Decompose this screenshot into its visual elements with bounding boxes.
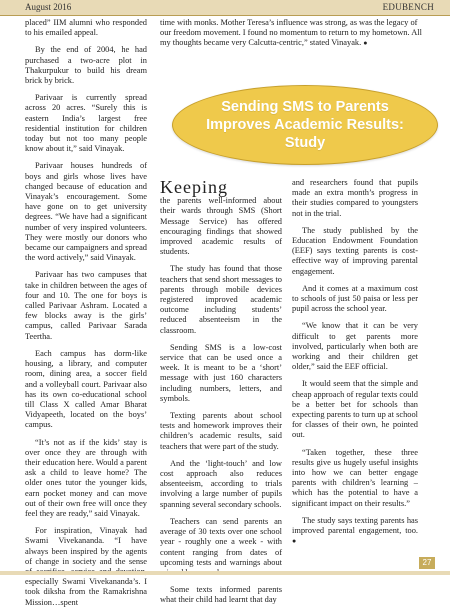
paragraph: The study published by the Education Endowment Foundation (EEF) says texting parents is cost-effective way of improving parental engagement.	[292, 225, 418, 276]
paragraph: placed” IIM alumni who responded to his emailed appeal.	[25, 18, 147, 38]
paragraph: time with monks. Mother Teresa’s influence was strong, as was the legacy of our freedom movement. I found no momentum to return to my hometown. All my thoughts became very Calcutta-centric,” stated Vinayak.	[160, 18, 422, 48]
paragraph: Texting parents about school tests and homework improves their children’s academic results, said teachers that were part of the study.	[160, 411, 282, 451]
paragraph: For inspiration, Vinayak had Swami Vivekananda. “I have always been inspired by the agents of change in society and the sense especially Swami Vivekananda’s. I took diksha from the Ramakrishna Mission…spent	[25, 526, 147, 607]
magazine-name: EDUBENCH	[382, 2, 434, 12]
feature-title-banner	[172, 85, 438, 165]
paragraph: Parivaar houses hundreds of boys and girls whose lives have changed because of education and Vinayak’s encouragement. Some have gone on to get university degrees. “We have had a significant number of very inspired volunteers. They were mostly our donors who became our campaigners and spread the word actively,” said Vinayak.	[25, 161, 147, 263]
article-column-3	[292, 178, 418, 554]
end-mark: ●	[363, 39, 368, 48]
paragraph: “We know that it can be very difficult to get parents more involved, particularly when both are working and their children get older,” said the EEF official.	[292, 321, 418, 372]
paragraph: Some texts informed parents what their child had learnt that day	[160, 585, 282, 605]
article-column-2	[160, 178, 282, 613]
paragraph: Sending SMS is a low-cost service that can be used once a week. It is meant to be a ‘short’ message with just 160 characters including numbers, letters, and symbols.	[160, 342, 282, 403]
paragraph: And it comes at a maximum cost to schools of just 50 paisa or less per pupil across the school year.	[292, 283, 418, 314]
paragraph: the parents well-informed about their wards through SMS (Short Message Service) has offered encouraging findings that showed improved academic results of students.	[160, 196, 282, 257]
paragraph: Each campus has dorm-like housing, a library, and computer room, dining area, a soccer field and a volleyball court. Parivaar also has its own co-educational school till Class X called Amar Bharat Vidyapeeth, located on the boys’ campus.	[25, 348, 147, 430]
article-column-1	[25, 18, 147, 615]
paragraph: Parivaar is currently spread across 20 acres. “Surely this is eastern India’s largest free residential institution for children today but not too many people know about it,” said Vinayak.	[25, 93, 147, 154]
paragraph: and researchers found that pupils made an extra month’s progress in their studies compared to youngsters not in the trial.	[292, 178, 418, 218]
page-number: 27	[419, 557, 435, 569]
paragraph: It would seem that the simple and cheap approach of regular texts could be a better bet for schools than expecting parents to turn up at school for classes of their own, he pointed out.	[292, 379, 418, 440]
drop-cap-word: Keeping	[160, 177, 228, 197]
paragraph: “Taken together, these three results give us hugely useful insights into how we can better engage parents with children’s learning – which has the potential to have a significant impact on their results.”	[292, 447, 418, 508]
paragraph: The study says texting parents has improved parental engagement, too.	[292, 515, 418, 536]
paragraph: “It’s not as if the kids’ stay is over once they are through with their education here. Would a parent ask a child to leave home? The older ones tutor the younger kids, earn pocket money and can move out of their own free will once they feel they are ready,” said Vinayak.	[25, 437, 147, 518]
paragraph: Parivaar has two campuses that take in children between the ages of four and 10. The one for boys is called Parivaar Ashram. Located a few blocks away is the girls’ campus, called Parivaar Sarada Teertha.	[25, 270, 147, 341]
paragraph: The study has found that those teachers that send short messages to parents through mobile devices registered improved academic outcome including students’ reduced absenteeism in the classroom.	[160, 264, 282, 335]
issue-date: August 2016	[25, 2, 72, 12]
page-header	[0, 0, 450, 16]
article-continuation	[160, 18, 428, 49]
paragraph: By the end of 2004, he had purchased a two-acre plot in Thakurpukur to build his dream brick by brick.	[25, 45, 147, 86]
paragraph: Teachers can send parents an average of 30 texts over one school year - roughly one a week - with content ranging from dates of upcoming tests and warnings about	[160, 516, 282, 567]
footer-rule	[0, 571, 450, 575]
end-mark: ●	[292, 537, 297, 546]
feature-title: Sending SMS to Parents Improves Academic Results: Study	[206, 99, 404, 151]
paragraph: And the ‘light-touch’ and low cost approach also reduces absenteeism, according to trials involving a large number of pupils spanning several secondary schools.	[160, 458, 282, 509]
